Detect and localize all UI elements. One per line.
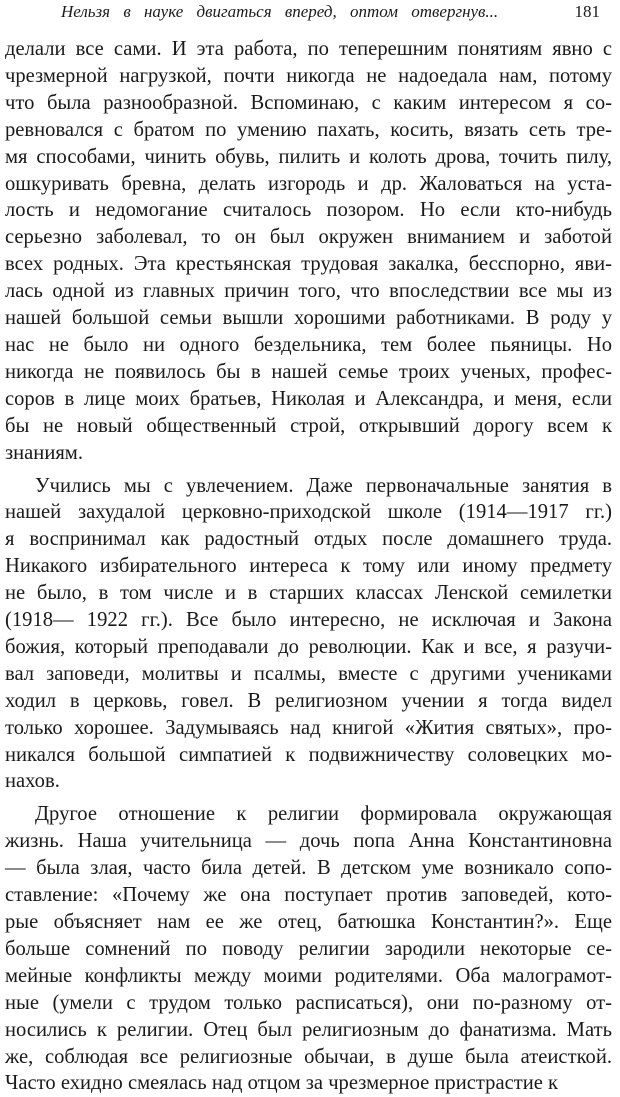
text-line: серьезно заболевал, то он был окружен вниманием и заботой [5,226,612,249]
text-line: бы не новый общественный строй, открывший дорогу всем к [5,414,612,437]
text-line: никогда не появилось бы в нашей семье троих ученых, профес- [5,360,612,383]
text-line: мейные конфликты между моими родителями. Оба малограмот- [5,964,612,987]
page-number: 181 [574,2,600,21]
text-line: Никакого избирательного интереса к тому или иному предмету [5,555,612,578]
text-line: нахов. [5,770,60,793]
text-line: лость и недомогание считалось позором. Но если кто-нибудь [5,199,612,222]
text-line: божия, который преподавали до революции. Как и все, я разучи- [5,635,612,658]
text-line: Учились мы с увлечением. Даже первоначальные занятия в [35,474,612,497]
text-line: — была злая, часто била детей. В детском уме возникало сопо- [5,857,612,880]
text-line: что была разнообразной. Вспоминаю, с каким интересом я со- [5,91,612,114]
text-line: рые объясняет нам ее же отец, батюшка Константин?». Еще [5,911,612,933]
text-line: же, соблюдая все религиозные обычаи, в душе была атеисткой. [5,1045,612,1068]
body-text [5,36,612,1097]
text-line: Часто ехидно смеялась над отцом за чрезмерное пристрастие к [5,1072,559,1095]
paragraph [5,36,612,467]
text-line: носились к религии. Отец был религиозным до фанатизма. Мать [5,1018,612,1041]
text-line: ревновался с братом по умению пахать, косить, вязать сеть тре- [5,118,612,141]
text-line: Другое отношение к религии формировала окружающая [35,803,612,826]
paragraph [5,801,612,1097]
running-head [5,0,612,28]
text-line: знаниям. [5,441,83,464]
running-title: Нельзя в науке двигаться вперед, оптом отвергнув... [61,2,499,21]
text-line: нас не было ни одного бездельника, тем более пьяницы. Но [5,333,612,356]
text-line: ставление: «Почему же она поступает против заповедей, кото- [5,884,612,907]
text-line: лась одной из главных причин того, что впоследствии все мы из [5,280,612,303]
text-line: ные (умели с трудом только расписаться), они по-разному от- [5,991,612,1014]
text-line: (1918— 1922 гг.). Все было интересно, не исключая и Закона [5,609,612,632]
text-line: ошкуривать бревна, делать изгородь и др. Жаловаться на уста- [5,172,612,195]
text-line: нашей захудалой церковно-приходской школе (1914—1917 гг.) [5,501,612,524]
text-line: больше сомнений по поводу религии зародили некоторые се- [5,937,612,960]
text-line: не было, в том числе и в старших классах Ленской семилетки [5,582,612,605]
text-line: соров в лице моих братьев, Николая и Александра, и меня, если [5,387,612,410]
text-line: я воспринимал как радостный отдых после домашнего труда. [5,528,612,551]
text-line: всех родных. Эта крестьянская трудовая закалка, бесспорно, яви- [5,253,612,276]
paragraph [5,473,612,796]
text-line: мя способами, чинить обувь, пилить и колоть дрова, точить пилу, [5,145,612,168]
text-line: чрезмерной нагрузкой, почти никогда не надоедала нам, потому [5,64,612,87]
text-line: ходил в церковь, говел. В религиозном учении я тогда видел [5,689,612,712]
text-line: делали все сами. И эта работа, по теперешним понятиям явно с [5,38,612,60]
text-line: вал заповеди, молитвы и псалмы, вместе с другими учениками [5,662,612,685]
text-line: нашей большой семьи вышли хорошими работниками. В роду у [5,307,612,330]
text-line: никался большой симпатией к подвижничеству соловецких мо- [5,743,612,766]
text-line: только хорошее. Задумываясь над книгой «Жития святых», про- [5,716,612,739]
text-line: жизнь. Наша учительница — дочь попа Анна Константиновна [5,830,612,853]
